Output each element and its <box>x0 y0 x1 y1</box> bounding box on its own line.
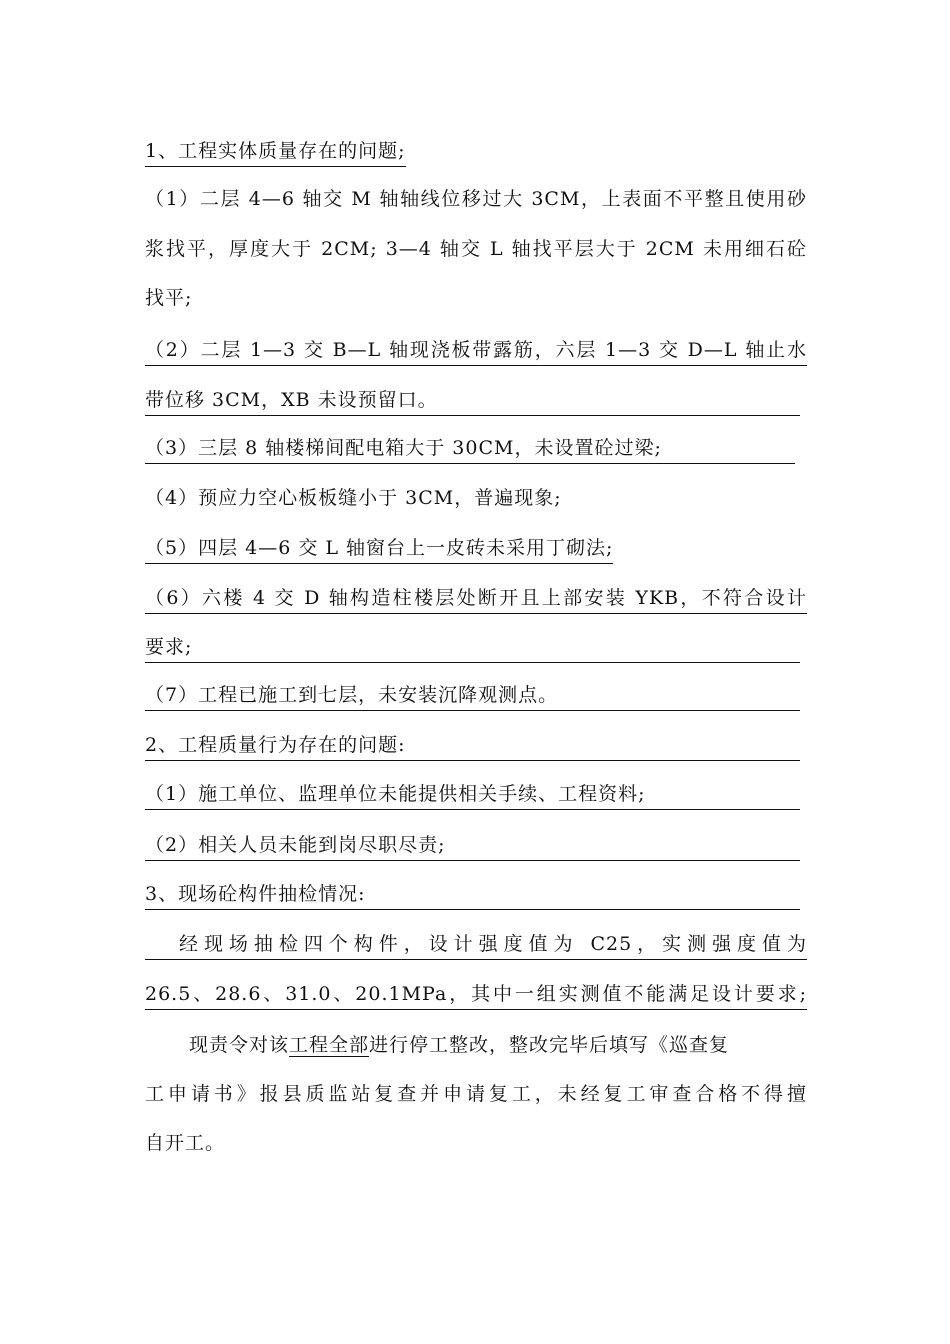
check-line-1 <box>145 929 807 960</box>
item-5: （5）四层 4—6 交 L 轴窗台上一皮砖未采用丁砌法; <box>145 533 613 564</box>
item-2-line-1: （2）二层 1—3 交 B—L 轴现浇板带露筋，六层 1—3 交 D—L 轴止水 <box>145 335 807 366</box>
item-6-line-2: 要求; <box>145 632 800 663</box>
order-line-1 <box>145 1030 807 1060</box>
order-line-3: 自开工。 <box>145 1132 226 1154</box>
item-6-line-1: （6）六楼 4 交 D 轴构造柱楼层处断开且上部安装 YKB，不符合设计 <box>145 583 807 614</box>
order-scope: 工程全部 <box>289 1034 370 1056</box>
item-1-line-3: 找平; <box>145 287 193 309</box>
item-2-line-2: 带位移 3CM，XB 未设预留口。 <box>145 385 800 416</box>
item-4: （4）预应力空心板板缝小于 3CM，普遍现象; <box>145 487 562 509</box>
order-line-2: 工申请书》报县质监站复查并申请复工，未经复工审查合格不得擅 <box>145 1083 807 1105</box>
order-suffix: 进行停工整改，整改完毕后填写《巡查复 <box>369 1034 730 1056</box>
item-1-line-1: （1）二层 4—6 轴交 M 轴轴线位移过大 3CM，上表面不平整且使用砂 <box>145 188 807 210</box>
section-heading-1: 1、工程实体质量存在的问题; <box>145 136 406 167</box>
item-3: （3）三层 8 轴楼梯间配电箱大于 30CM，未设置砼过梁; <box>145 433 795 464</box>
check-line-2: 26.5、28.6、31.0、20.1MPa，其中一组实测值不能满足设计要求; <box>145 979 807 1010</box>
order-prefix: 现责令对该 <box>189 1034 290 1056</box>
check-line-1-text: 经现场抽检四个构件，设计强度值为 C25，实测强度值为 <box>179 933 807 955</box>
section-heading-2: 2、工程质量行为存在的问题: <box>145 730 800 761</box>
section-heading-3: 3、现场砼构件抽检情况: <box>145 879 800 910</box>
item-1-line-2: 浆找平，厚度大于 2CM; 3—4 轴交 L 轴找平层大于 2CM 未用细石砼 <box>145 238 807 260</box>
behavior-item-1: （1）施工单位、监理单位未能提供相关手续、工程资料; <box>145 779 800 810</box>
behavior-item-2: （2）相关人员未能到岗尽职尽责; <box>145 830 800 861</box>
item-7: （7）工程已施工到七层，未安装沉降观测点。 <box>145 680 800 711</box>
